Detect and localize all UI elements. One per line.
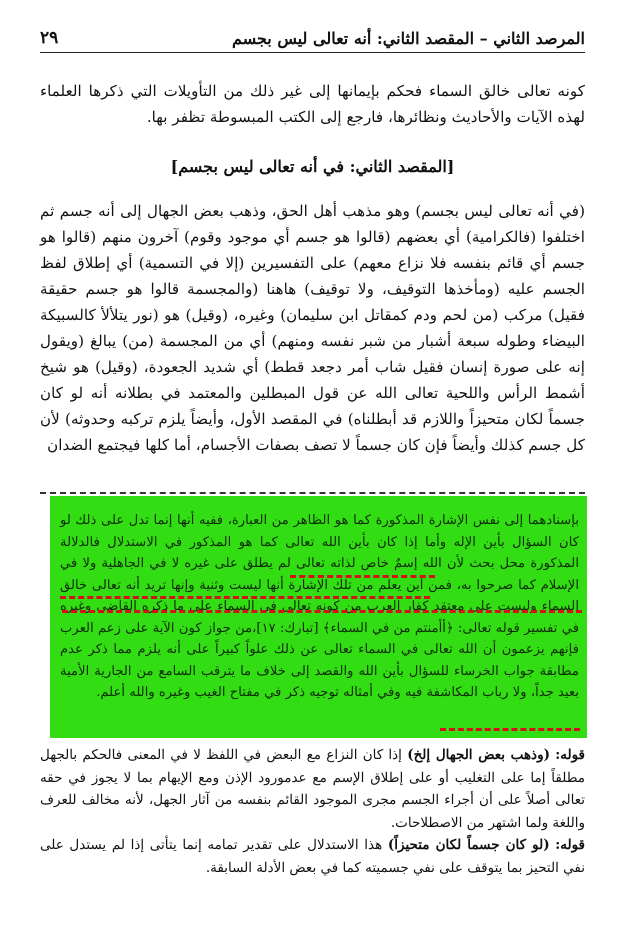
footnote-label: قوله:: [555, 837, 586, 853]
red-underline: [60, 596, 430, 599]
main-paragraph: [40, 198, 585, 458]
footnote-lemma: (لو كان جسماً لكان متحيزاً): [387, 837, 550, 853]
red-underline: [440, 728, 580, 731]
footnote-text: هذا الاستدلال على تقدير تمامه إنما يتأتى إذا لم يستدل على نفي التحيز بما يتوقف على نفي جسميته كما في بعض الأدلة السابقة.: [40, 837, 585, 876]
footnote-1: [40, 744, 585, 834]
running-head: المرصد الثاني – المقصد الثاني: أنه تعالى ليس بجسم: [232, 29, 585, 48]
red-underline: [290, 575, 435, 578]
page-number: ٢٩: [40, 28, 59, 48]
intro-text: كونه تعالى خالق السماء فحكم بإيمانها إلى غير ذلك من التأويلات التي ذكرها العلماء لهذه الآيات والأحاديث ونظائرها، فارجع إلى الكتب المبسوطة تظفر بها.: [40, 82, 585, 126]
main-text: (في أنه تعالى ليس بجسم) وهو مذهب أهل الحق، وذهب بعض الجهال إلى أنه جسم ثم اختلفوا (فالكرامية) أي بعضهم (قالوا هو جسم أي موجود وقوم) آخرون منهم (قالوا هو جسم أي قائم بنفسه فلا نزاع معهم) على التفسيرين (إلا في التسمية) أي إطلاق لفظ الجسم عليه (ومأخذها التوقيف، ولا توقيف) هاهنا (والمجسمة قالوا هو جسم حقيقة فقيل) مركب (من لحم ودم كمقاتل ابن سليمان) وغيره، (وقيل) هو (نور يتلألأ كالسبيكة البيضاء وطوله سبعة أشبار من شبر نفسه ومنهم) أي من المجسمة (من) يبالغ (ويقول إنه على صورة إنسان فقيل شاب أمر دجعد قطط) أي شديد الجعودة، (وقيل) هو شيخ أشمط الرأس واللحية تعالى الله عن قول المبطلين والمعتمد في بطلانه أنه لو كان جسماً لكان متحيزاً واللازم قد أبطلناه) في المقصد الأول، وأيضاً يلزم تركبه وحدوثه) لأن كل جسم كذلك وأيضاً فإن كان جسماً لا تصف بصفات الأجسام، أما كلها فيجتمع الضدان: [40, 202, 585, 454]
section-divider: [40, 492, 585, 494]
page-header: [40, 22, 585, 53]
section-title: [المقصد الثاني: في أنه تعالى ليس بجسم]: [170, 157, 455, 176]
intro-paragraph: [40, 78, 585, 130]
footnote-2: [40, 834, 585, 879]
footnote-text: إذا كان النزاع مع البعض في اللفظ لا في المعنى فالحكم بالجهل مطلقاً إما على التغليب أو على إطلاق الإسم مع عدمورود الإذن ومع الإيهام بما لا يجوز في حقه تعالى أصلاً على أن أجراء الجسم مجرى الموجود القائم بنفسه من آثار الجهل، لأنه مخالف للعرف واللغة ولما اشتهر من الاصطلاحات.: [40, 747, 585, 831]
footnotes: [40, 744, 585, 879]
footnote-lemma: (وذهب بعض الجهال إلخ): [407, 747, 550, 763]
red-underline: [62, 610, 582, 613]
footnote-label: قوله:: [555, 747, 586, 763]
highlight-text: بإسنادهما إلى نفس الإشارة المذكورة كما هو الظاهر من العبارة، ففيه أنها إنما تدل على ذلك لو كان السؤال بأين الإله وأما إذا كان بأين الله تعالى كما هو المذكور في الاستدلال فالدلالة المذكورة محل بحث لأن الله إسمٌ خاص لذاته تعالى لم يطلق على غيره لا في الجاهلية ولا في الإسلام كما صرحوا به، فمن أين يعلم من تلك الإشارة أنها ليست وثنية وإنها تريد أنه تعالى خالق السماء وليست على معتقد كفار العرب من كونه تعالى في السماء على ما ذكره القاضي وغيره في تفسير قوله تعالى: ﴿أأمنتم من في السماء﴾ [تبارك: ١٧]،من جواز كون الآية على زعم العرب فإنهم يزعمون أن الله تعالى في السماء تعالى عن ذلك علواً كبيراً على أنه يلزم مما ذكر عدم مطابقة جواب الخرساء للسؤال بأين الله والقصد إلى خلاف ما يترقب السامع من الجارية الأمية بعيد جداً، ولا رباب المكاشفة فيه وفي أمثاله توجيه ذكر في مفتاح الغيب وغيره والله أعلم.: [60, 513, 579, 700]
